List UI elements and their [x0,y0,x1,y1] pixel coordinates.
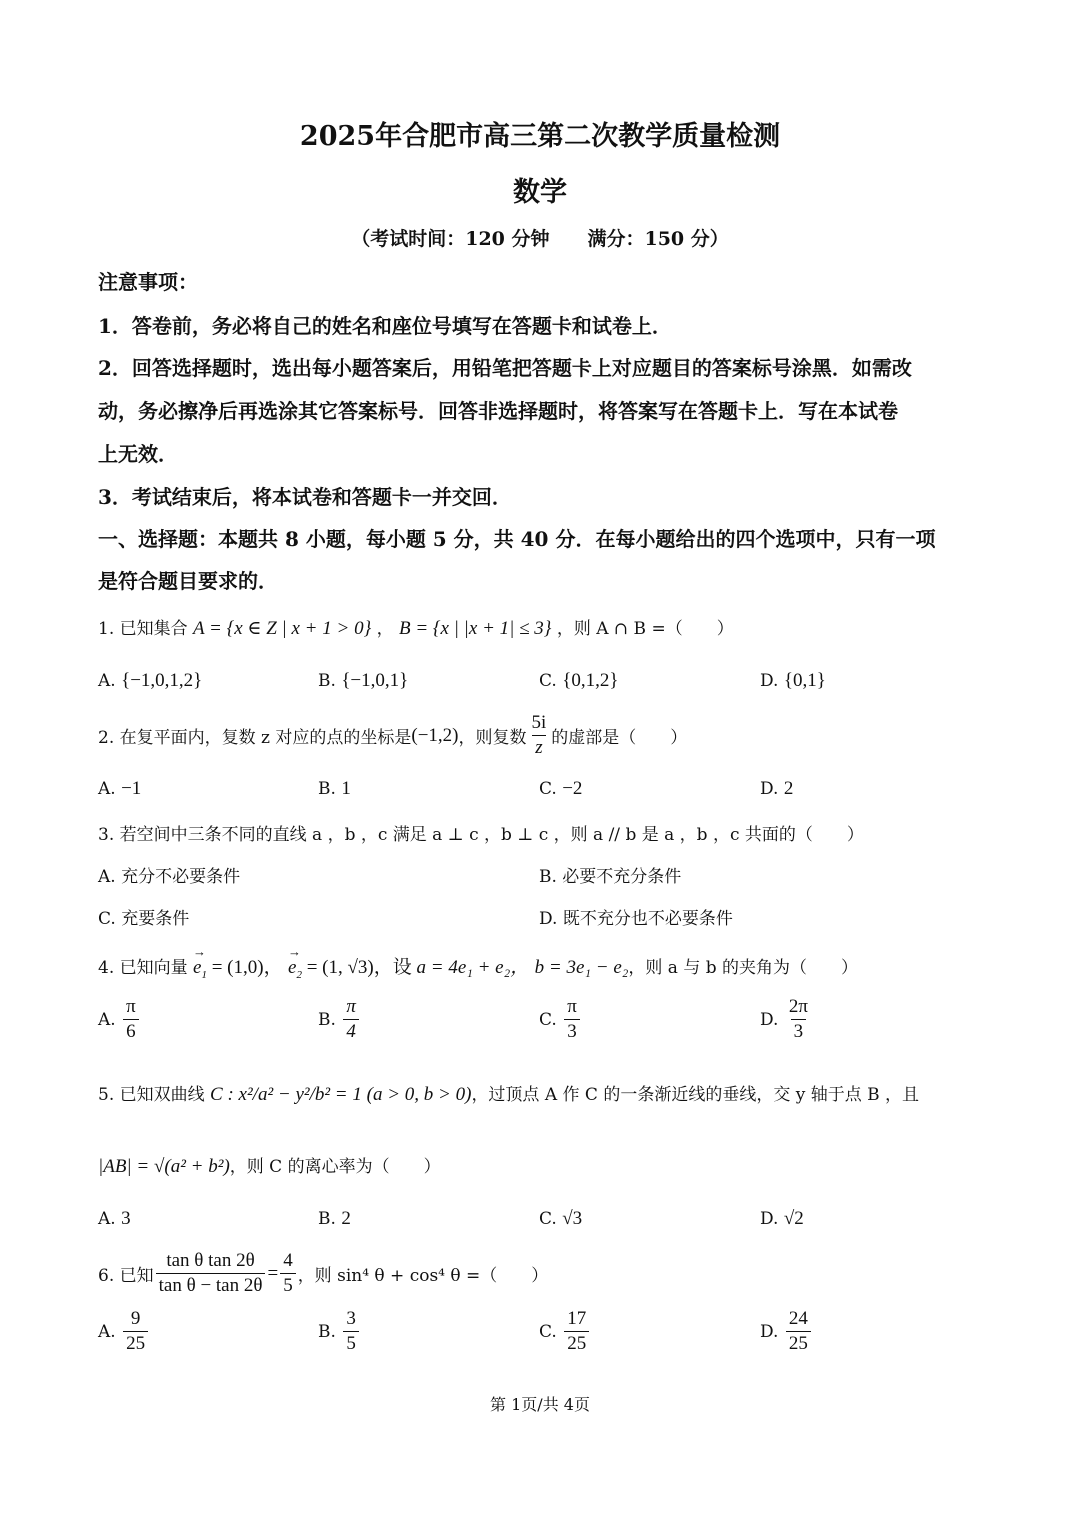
q2-option-b [318,778,351,800]
option-fraction [123,996,139,1043]
q1-set-a: A = {x ∈ Z | x + 1 > 0} [193,618,372,639]
option-label: B. [318,1209,336,1229]
fraction-denominator: 25 [123,1331,148,1355]
q3-option-d: D. 既不充分也不必要条件 [539,909,733,929]
q2-option-a [98,778,141,800]
option-label: A. [98,671,116,691]
notice-item-1: 1．答卷前，务必将自己的姓名和座位号填写在答题卡和试卷上． [98,314,672,338]
q5-equation: C : x²/a² − y²/b² = 1 (a > 0, b > 0) [210,1084,472,1105]
q2-point: (−1,2) [411,724,459,746]
fraction-denominator: tan θ − tan 2θ [156,1273,266,1297]
option-fraction [343,996,359,1043]
option-fraction [123,1308,148,1355]
q4-e2-value: = (1, √3)，设 [301,957,417,978]
option-value: −1 [121,778,142,799]
fraction-denominator: 25 [564,1331,589,1355]
question-5-line-2 [98,1152,441,1178]
q4-option-c [539,996,582,1043]
q4-option-b [318,996,361,1043]
fraction-numerator: 17 [567,1308,587,1329]
section-1-line-1: 一、选择题：本题共 8 小题，每小题 5 分，共 40 分．在每小题给出的四个选项中，只有一项 [98,527,936,551]
option-label: C. [539,1009,557,1030]
q2-option-d [760,778,793,800]
q6-option-a [98,1308,150,1355]
page-title: 2025年合肥市高三第二次教学质量检测 [299,121,781,152]
q3-option-c: C. 充要条件 [98,909,190,929]
vector-symbol: e [288,957,297,978]
q2-suffix: 的虚部是（ ） [551,728,688,748]
q4-prefix: 4. 已知向量 [98,958,188,978]
q6-option-d [760,1308,813,1355]
fraction-numerator: 9 [130,1308,141,1329]
option-fraction [343,1308,359,1355]
question-5 [98,1080,919,1106]
q3-option-b: B. 必要不充分条件 [539,867,682,887]
option-label: D. [760,779,779,799]
q5-option-c [539,1208,582,1230]
exam-info: （考试时间：120 分钟 满分：150 分） [351,228,729,250]
q6-suffix: ，则 sin⁴ θ + cos⁴ θ =（ ） [297,1266,549,1286]
q1-suffix: ，则 A ∩ B =（ ） [556,619,734,639]
notice-item-3: 3．考试结束后，将本试卷和答题卡一并交回． [98,485,512,509]
q4-suffix: ，则 a 与 b 的夹角为（ ） [628,958,859,978]
question-4 [98,952,858,981]
q2-option-c [539,778,582,800]
fraction-denominator: 6 [123,1019,139,1043]
question-3: 3. 若空间中三条不同的直线 a ，b ，c 满足 a ⊥ c ，b ⊥ c ，则 a // b 是 a ，b ，c 共面的（ ） [98,825,864,845]
q4-a-definition: a = 4e₁ + e₂， [416,957,530,978]
fraction-denominator: 5 [280,1273,296,1297]
q2-mid: ，则复数 [458,728,527,748]
q4-e1-value: = (1,0)， [206,957,283,978]
notice-item-2-line-2: 动，务必擦净后再选涂其它答案标号．回答非选择题时，将答案写在答题卡上．写在本试卷 [98,399,898,423]
question-6 [98,1250,548,1297]
q5-option-b [318,1208,351,1230]
option-value: 2 [341,1208,351,1229]
option-label: C. [539,671,557,691]
option-value: 3 [121,1208,131,1229]
q5-condition: |AB| = √(a² + b²) [98,1156,230,1177]
option-fraction [786,996,811,1043]
question-1 [98,614,734,640]
q6-prefix: 6. 已知 [98,1266,154,1286]
q1-option-c [539,670,618,692]
fraction-numerator: 2π [788,996,808,1017]
q2-prefix: 2. 在复平面内，复数 z 对应的点的坐标是 [98,728,412,748]
fraction-numerator: 4 [283,1250,293,1271]
option-value: {0,1,2} [562,670,619,691]
fraction-denominator: z [532,735,545,759]
option-label: D. [760,1209,779,1229]
q4-option-d [760,996,813,1043]
option-label: C. [539,1321,557,1342]
option-label: B. [318,779,336,799]
vector-symbol: e [193,957,202,978]
option-label: A. [98,1209,116,1229]
option-value: √2 [783,1208,804,1229]
option-value: {−1,0,1} [341,670,409,691]
fraction-numerator: tan θ tan 2θ [166,1250,255,1271]
q5-suffix: ，则 C 的离心率为（ ） [229,1157,441,1177]
option-fraction [564,996,580,1043]
q5-prefix: 5. 已知双曲线 [98,1085,205,1105]
notice-item-2-line-1: 2．回答选择题时，选出每小题答案后，用铅笔把答题卡上对应题目的答案标号涂黑．如需改 [98,356,912,380]
fraction-denominator: 25 [786,1331,811,1355]
notice-item-2-line-3: 上无效． [98,442,178,466]
option-label: A. [98,779,116,799]
q1-option-a [98,670,202,692]
option-value: {−1,0,1,2} [121,670,203,691]
q4-e2 [288,957,302,981]
fraction-numerator: 3 [346,1308,356,1329]
option-label: D. [760,1009,779,1030]
q6-option-b [318,1308,361,1355]
fraction-numerator: π [567,996,577,1017]
option-fraction [564,1308,589,1355]
option-fraction [786,1308,811,1355]
option-label: A. [98,1321,116,1342]
q1-set-b: B = {x | |x + 1| ≤ 3} [399,618,552,639]
fraction-denominator: 3 [791,1019,807,1043]
subject-title: 数学 [513,177,567,208]
page-number: 第 1页/共 4页 [490,1395,590,1414]
q1-option-b [318,670,408,692]
q5-option-d [760,1208,804,1230]
fraction-numerator: 5i [531,712,547,733]
option-label: D. [760,1321,779,1342]
fraction-numerator: 24 [788,1308,808,1329]
section-1-line-2: 是符合题目要求的． [98,569,278,593]
option-value: {0,1} [783,670,826,691]
option-label: A. [98,1009,116,1030]
option-value: √3 [562,1208,583,1229]
option-label: B. [318,1009,336,1030]
notice-heading: 注意事项： [98,270,198,294]
option-value: 2 [783,778,794,799]
option-label: C. [539,1209,557,1229]
option-label: C. [539,779,557,799]
fraction-numerator: π [346,996,356,1017]
q6-option-c [539,1308,591,1355]
subscript: 2 [296,968,302,981]
subscript: 1 [201,968,207,981]
q4-b-definition: b = 3e₁ − e₂ [534,957,629,978]
q1-separator: ， [376,619,394,639]
option-label: D. [760,671,779,691]
option-value: −2 [562,778,583,799]
q6-equals: = [267,1262,279,1284]
fraction-denominator: 5 [343,1331,359,1355]
q5-option-a [98,1208,131,1230]
fraction-denominator: 3 [564,1019,580,1043]
fraction-denominator: 4 [343,1019,359,1043]
q3-option-a: A. 充分不必要条件 [98,867,241,887]
question-2 [98,712,687,759]
q6-lhs-fraction [156,1250,266,1297]
q1-prefix: 1. 已知集合 [98,619,188,639]
q4-option-a [98,996,141,1043]
q1-option-d [760,670,826,692]
option-label: B. [318,671,336,691]
q4-e1 [193,957,207,981]
q2-fraction [529,712,550,759]
q5-mid: ，过顶点 A 作 C 的一条渐近线的垂线，交 y 轴于点 B ，且 [471,1085,920,1105]
q6-rhs-fraction [280,1250,296,1297]
fraction-numerator: π [126,996,136,1017]
option-value: 1 [341,778,351,799]
option-label: B. [318,1321,336,1342]
